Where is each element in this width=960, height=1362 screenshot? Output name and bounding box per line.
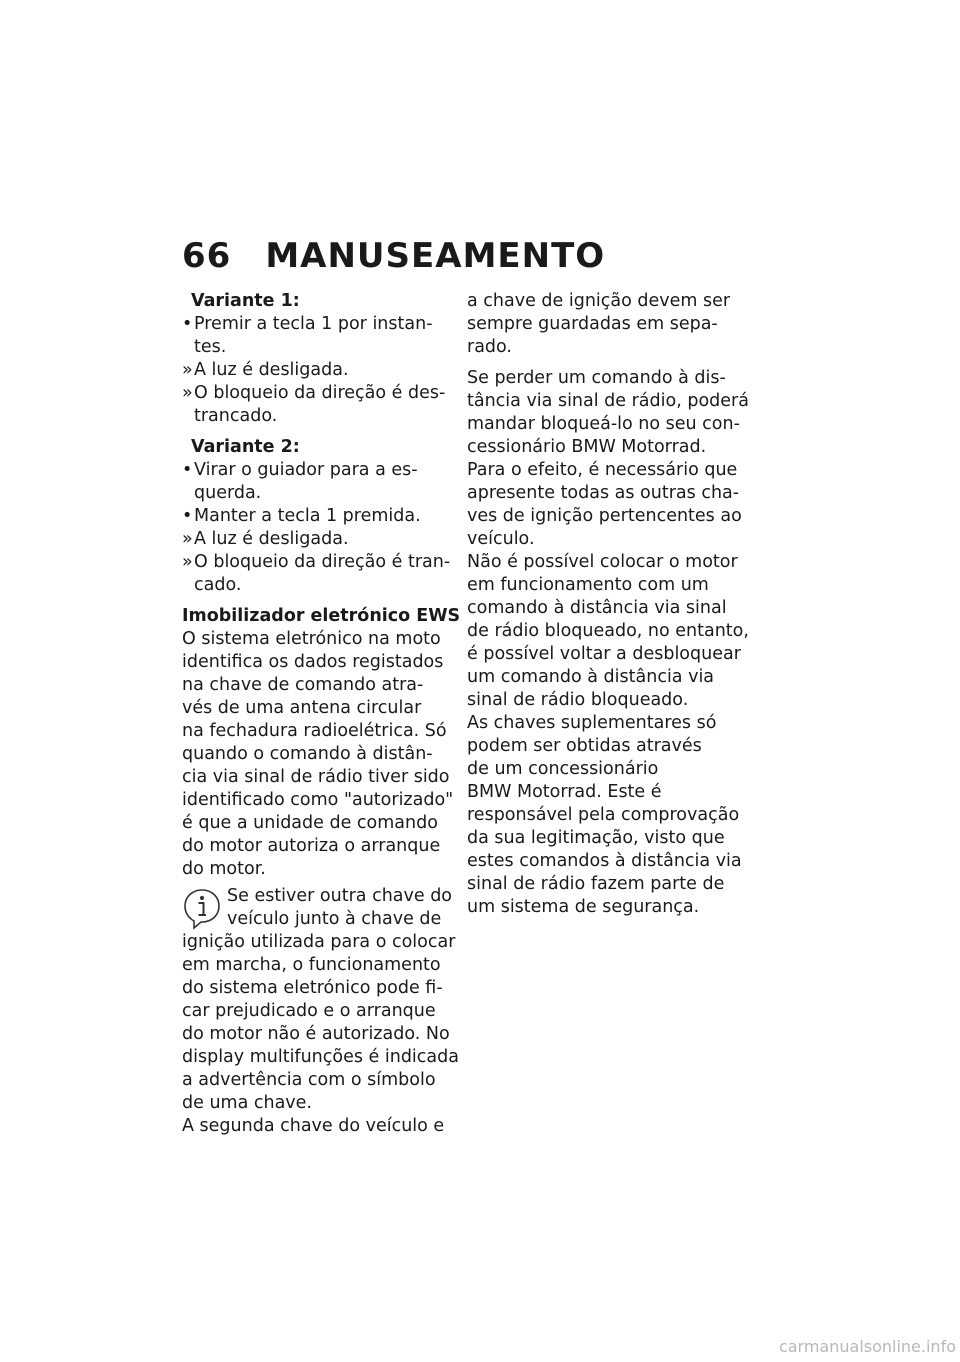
paragraph-line: mandar bloqueá-lo no seu con- [467, 414, 740, 434]
watermark[interactable]: carmanualsonline.info [778, 1337, 956, 1356]
result-marker: » [182, 360, 193, 380]
paragraph-line: em marcha, o funcionamento [182, 955, 441, 975]
paragraph-line: a advertência com o símbolo [182, 1070, 436, 1090]
left-column [182, 290, 461, 1138]
list-item [182, 382, 450, 405]
ews-paragraph [182, 628, 454, 881]
result-marker: » [182, 552, 193, 572]
info-paragraph [182, 931, 459, 1138]
paragraph-line: cia via sinal de rádio tiver sido [182, 767, 450, 787]
list-item-text: tes. [194, 337, 227, 357]
paragraph-line: ignição utilizada para o colocar [182, 932, 456, 952]
paragraph-line: na chave de comando atra- [182, 675, 424, 695]
paragraph-line: a chave de ignição devem ser [467, 291, 731, 311]
paragraph-line: identificado como "autorizado" [182, 790, 454, 810]
paragraph-line: estes comandos à distância via [467, 851, 742, 871]
paragraph-line: de um concessionário [467, 759, 659, 779]
paragraph-line: Se perder um comando à dis- [467, 368, 726, 388]
list-item [182, 459, 450, 482]
variant-1-list [182, 313, 450, 428]
list-item [182, 359, 450, 382]
page-title: MANUSEAMENTO [265, 236, 606, 276]
paragraph-line: comando à distância via sinal [467, 598, 727, 618]
list-item [182, 551, 450, 574]
list-item-text: O bloqueio da direção é des- [194, 383, 446, 403]
paragraph-line: vés de uma antena circular [182, 698, 422, 718]
list-item [182, 574, 450, 597]
paragraph-1 [467, 290, 735, 359]
list-item [182, 405, 450, 428]
list-item-text: A luz é desligada. [194, 360, 349, 380]
bullet-marker: • [182, 460, 193, 480]
paragraph-line: um sistema de segurança. [467, 897, 700, 917]
list-item [182, 482, 450, 505]
result-marker: » [182, 529, 193, 549]
paragraph-line: O sistema eletrónico na moto [182, 629, 441, 649]
list-item-text: O bloqueio da direção é tran- [194, 552, 451, 572]
paragraph-line: podem ser obtidas através [467, 736, 702, 756]
list-item [182, 528, 450, 551]
paragraph-line: é possível voltar a desbloquear [467, 644, 741, 664]
info-note [182, 885, 453, 931]
paragraph-2 [467, 367, 749, 919]
list-item-text: Premir a tecla 1 por instan- [194, 314, 433, 334]
paragraph-line: do motor não é autorizado. No [182, 1024, 450, 1044]
page-header [182, 236, 605, 276]
paragraph-line: rado. [467, 337, 512, 357]
paragraph-line: As chaves suplementares só [467, 713, 717, 733]
variant-2-list [182, 459, 450, 597]
info-icon [182, 887, 222, 931]
list-item [182, 336, 450, 359]
paragraph-line: sinal de rádio bloqueado. [467, 690, 689, 710]
paragraph-line: veículo junto à chave de [227, 909, 442, 929]
page-number: 66 [182, 236, 232, 276]
paragraph-line: Não é possível colocar o motor [467, 552, 738, 572]
paragraph-line: sinal de rádio fazem parte de [467, 874, 725, 894]
paragraph-line: identifica os dados registados [182, 652, 444, 672]
paragraph-line: BMW Motorrad. Este é [467, 782, 662, 802]
list-item-text: Virar o guiador para a es- [194, 460, 418, 480]
paragraph-line: ves de ignição pertencentes ao [467, 506, 742, 526]
paragraph-line: responsável pela comprovação [467, 805, 740, 825]
paragraph-line: do sistema eletrónico pode fi- [182, 978, 443, 998]
paragraph-line: Para o efeito, é necessário que [467, 460, 738, 480]
variant-1-title: Variante 1: [191, 291, 300, 311]
list-item [182, 505, 450, 528]
paragraph-line: A segunda chave do veículo e [182, 1116, 445, 1136]
list-item-text: A luz é desligada. [194, 529, 349, 549]
paragraph-line: da sua legitimação, visto que [467, 828, 725, 848]
paragraph-line: display multifunções é indicada [182, 1047, 459, 1067]
list-item-text: querda. [194, 483, 262, 503]
paragraph-line: Se estiver outra chave do [227, 886, 453, 906]
paragraph-line: de uma chave. [182, 1093, 312, 1113]
paragraph-line: veículo. [467, 529, 535, 549]
paragraph-line: um comando à distância via [467, 667, 715, 687]
paragraph-line: do motor autoriza o arranque [182, 836, 441, 856]
list-item-text: cado. [194, 575, 242, 595]
paragraph-line: sempre guardadas em sepa- [467, 314, 718, 334]
paragraph-line: apresente todas as outras cha- [467, 483, 740, 503]
paragraph-line: na fechadura radioelétrica. Só [182, 721, 447, 741]
right-column [467, 290, 749, 919]
paragraph-line: é que a unidade de comando [182, 813, 438, 833]
paragraph-line: car prejudicado e o arranque [182, 1001, 436, 1021]
paragraph-line: tância via sinal de rádio, poderá [467, 391, 749, 411]
list-item [182, 313, 450, 336]
paragraph-line: cessionário BMW Motorrad. [467, 437, 707, 457]
list-item-text: trancado. [194, 406, 278, 426]
paragraph-line: quando o comando à distân- [182, 744, 433, 764]
bullet-marker: • [182, 314, 193, 334]
section-title-ews: Imobilizador eletrónico EWS [182, 606, 461, 626]
result-marker: » [182, 383, 193, 403]
paragraph-line: em funcionamento com um [467, 575, 709, 595]
variant-2-title: Variante 2: [191, 437, 300, 457]
list-item-text: Manter a tecla 1 premida. [194, 506, 421, 526]
paragraph-line: do motor. [182, 859, 266, 879]
bullet-marker: • [182, 506, 193, 526]
paragraph-line: de rádio bloqueado, no entanto, [467, 621, 749, 641]
